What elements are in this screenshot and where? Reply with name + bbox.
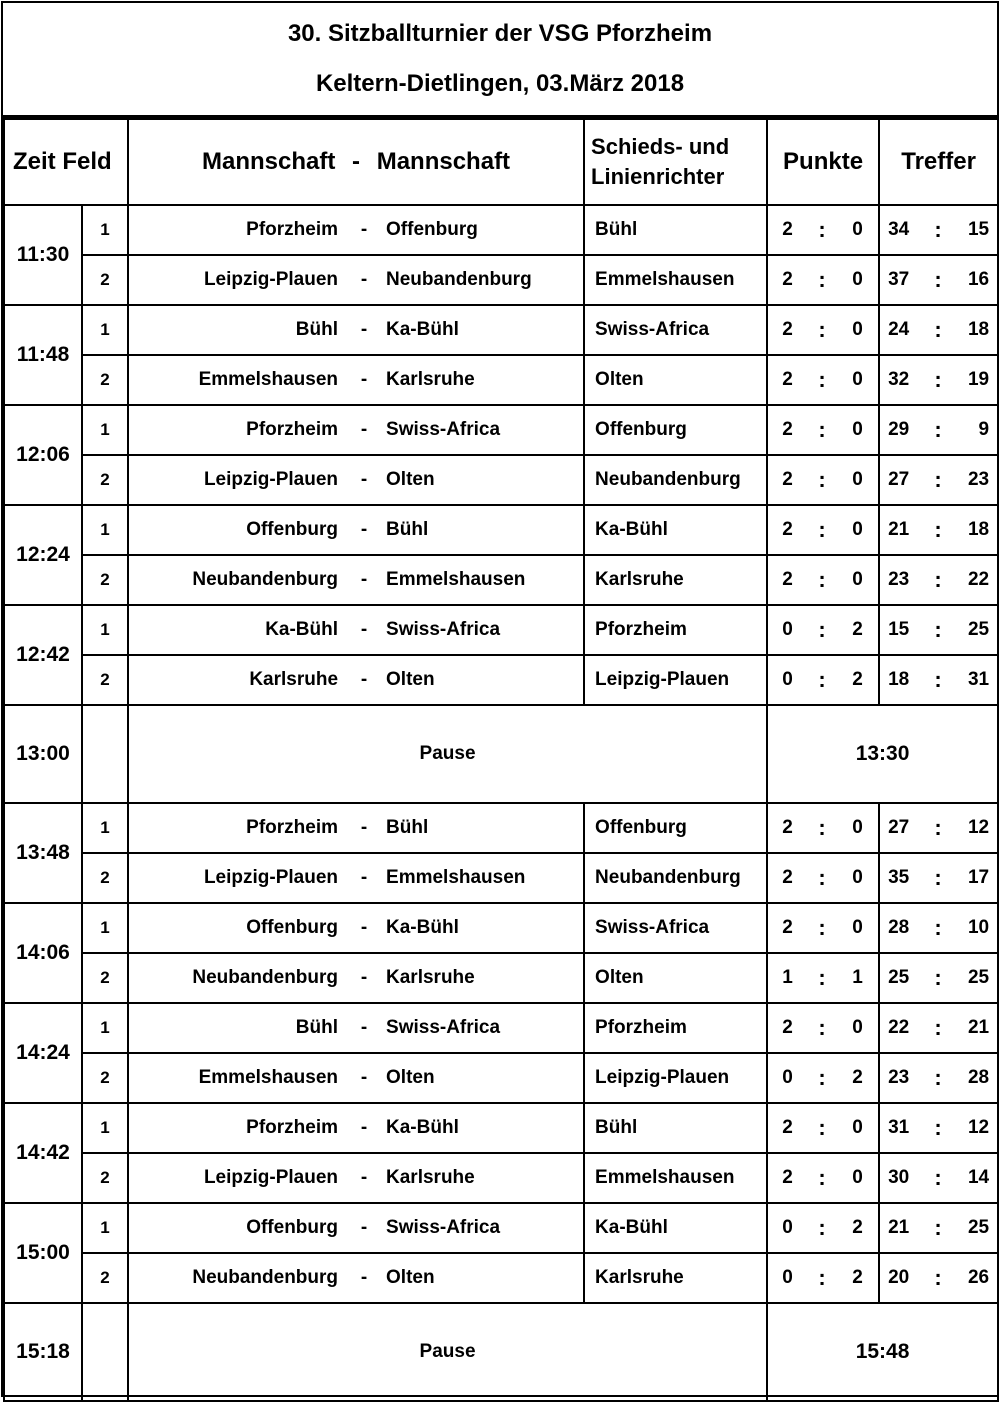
hits-colon: : — [927, 853, 949, 903]
points-colon: : — [807, 1203, 837, 1253]
time-slot: 15:00 — [4, 1203, 82, 1303]
points-colon: : — [807, 1003, 837, 1053]
header-punkte: Punkte — [767, 119, 879, 205]
team-home: Leipzig-Plauen — [128, 1153, 348, 1203]
hits-colon: : — [927, 803, 949, 853]
points-home: 2 — [767, 405, 807, 455]
feld-number: 1 — [82, 305, 128, 355]
hits-home: 29 — [879, 405, 927, 455]
document-title: 30. Sitzballturnier der VSG Pforzheim — [287, 20, 713, 47]
team-separator: - — [348, 605, 380, 655]
team-home: Neubandenburg — [128, 1253, 348, 1303]
team-separator: - — [348, 205, 380, 255]
points-away: 0 — [837, 903, 879, 953]
hits-colon: : — [927, 605, 949, 655]
points-away: 0 — [837, 305, 879, 355]
pause-row — [4, 705, 998, 803]
team-separator: - — [348, 1003, 380, 1053]
match-row — [4, 903, 998, 953]
hits-colon: : — [927, 255, 949, 305]
team-separator: - — [348, 505, 380, 555]
pause-end-time: 15:48 — [767, 1303, 998, 1401]
points-home: 0 — [767, 1203, 807, 1253]
points-colon: : — [807, 903, 837, 953]
hits-home: 15 — [879, 605, 927, 655]
points-colon: : — [807, 505, 837, 555]
points-colon: : — [807, 655, 837, 705]
feld-number: 1 — [82, 505, 128, 555]
points-away: 2 — [837, 1203, 879, 1253]
hits-home: 20 — [879, 1253, 927, 1303]
match-row — [4, 1003, 998, 1053]
header-schiedsrichter — [584, 119, 767, 205]
match-row — [4, 953, 998, 1003]
team-home: Leipzig-Plauen — [128, 255, 348, 305]
hits-away: 25 — [949, 953, 998, 1003]
team-separator: - — [348, 355, 380, 405]
points-home: 0 — [767, 655, 807, 705]
hits-colon: : — [927, 1003, 949, 1053]
team-home: Offenburg — [128, 1203, 348, 1253]
team-home: Offenburg — [128, 505, 348, 555]
hits-away: 31 — [949, 655, 998, 705]
hits-away: 23 — [949, 455, 998, 505]
match-row — [4, 255, 998, 305]
team-away: Emmelshausen — [380, 853, 584, 903]
match-row — [4, 853, 998, 903]
referee: Neubandenburg — [584, 853, 767, 903]
hits-away: 9 — [949, 405, 998, 455]
hits-colon: : — [927, 505, 949, 555]
time-slot: 11:48 — [4, 305, 82, 405]
match-row — [4, 1203, 998, 1253]
team-home: Karlsruhe — [128, 655, 348, 705]
points-colon: : — [807, 605, 837, 655]
team-separator: - — [348, 255, 380, 305]
title-block — [3, 3, 997, 118]
hits-away: 14 — [949, 1153, 998, 1203]
feld-number: 2 — [82, 355, 128, 405]
points-away: 0 — [837, 205, 879, 255]
header-mannschaft — [128, 119, 584, 205]
match-row — [4, 355, 998, 405]
points-away: 0 — [837, 555, 879, 605]
match-row — [4, 505, 998, 555]
referee: Offenburg — [584, 405, 767, 455]
pause-end-time: 13:30 — [767, 705, 998, 803]
hits-home: 23 — [879, 1053, 927, 1103]
match-row — [4, 205, 998, 255]
header-schiedsrichter-line2: Linienrichter — [591, 164, 725, 189]
header-mannschaft-2: Mannschaft — [376, 148, 511, 175]
hits-colon: : — [927, 953, 949, 1003]
team-home: Leipzig-Plauen — [128, 853, 348, 903]
hits-colon: : — [927, 1053, 949, 1103]
hits-colon: : — [927, 355, 949, 405]
team-home: Neubandenburg — [128, 555, 348, 605]
points-away: 0 — [837, 1153, 879, 1203]
team-away: Ka-Bühl — [380, 305, 584, 355]
hits-home: 21 — [879, 1203, 927, 1253]
team-separator: - — [348, 853, 380, 903]
time-slot: 12:24 — [4, 505, 82, 605]
hits-home: 30 — [879, 1153, 927, 1203]
feld-empty — [82, 705, 128, 803]
team-home: Pforzheim — [128, 803, 348, 853]
feld-number: 2 — [82, 953, 128, 1003]
team-separator: - — [348, 1053, 380, 1103]
referee: Bühl — [584, 1103, 767, 1153]
points-away: 0 — [837, 355, 879, 405]
pause-label: Pause — [128, 1303, 767, 1401]
hits-away: 16 — [949, 255, 998, 305]
hits-home: 28 — [879, 903, 927, 953]
points-colon: : — [807, 405, 837, 455]
points-home: 0 — [767, 605, 807, 655]
points-colon: : — [807, 205, 837, 255]
feld-number: 2 — [82, 1053, 128, 1103]
points-home: 2 — [767, 505, 807, 555]
pause-start-time: 15:18 — [4, 1303, 82, 1401]
hits-away: 21 — [949, 1003, 998, 1053]
feld-number: 2 — [82, 255, 128, 305]
feld-number: 1 — [82, 903, 128, 953]
hits-home: 25 — [879, 953, 927, 1003]
hits-away: 19 — [949, 355, 998, 405]
hits-home: 22 — [879, 1003, 927, 1053]
points-away: 0 — [837, 255, 879, 305]
feld-number: 2 — [82, 1253, 128, 1303]
hits-home: 34 — [879, 205, 927, 255]
document-subtitle: Keltern-Dietlingen, 03.März 2018 — [315, 70, 685, 97]
schedule-body — [4, 205, 998, 1401]
referee: Neubandenburg — [584, 455, 767, 505]
team-separator: - — [348, 953, 380, 1003]
feld-number: 1 — [82, 1003, 128, 1053]
referee: Pforzheim — [584, 1003, 767, 1053]
team-away: Olten — [380, 655, 584, 705]
referee: Leipzig-Plauen — [584, 655, 767, 705]
team-away: Ka-Bühl — [380, 1103, 584, 1153]
points-colon: : — [807, 355, 837, 405]
hits-colon: : — [927, 455, 949, 505]
time-slot: 13:48 — [4, 803, 82, 903]
hits-away: 15 — [949, 205, 998, 255]
points-colon: : — [807, 1053, 837, 1103]
points-home: 2 — [767, 853, 807, 903]
points-home: 2 — [767, 1153, 807, 1203]
points-home: 0 — [767, 1253, 807, 1303]
time-slot: 12:42 — [4, 605, 82, 705]
team-home: Pforzheim — [128, 205, 348, 255]
referee: Emmelshausen — [584, 1153, 767, 1203]
feld-number: 2 — [82, 853, 128, 903]
team-home: Ka-Bühl — [128, 605, 348, 655]
team-home: Neubandenburg — [128, 953, 348, 1003]
points-away: 1 — [837, 953, 879, 1003]
hits-colon: : — [927, 1203, 949, 1253]
team-separator: - — [348, 455, 380, 505]
pause-label: Pause — [128, 705, 767, 803]
time-slot: 11:30 — [4, 205, 82, 305]
hits-colon: : — [927, 1253, 949, 1303]
match-row — [4, 555, 998, 605]
referee: Swiss-Africa — [584, 305, 767, 355]
match-row — [4, 803, 998, 853]
team-home: Bühl — [128, 305, 348, 355]
points-home: 2 — [767, 455, 807, 505]
feld-number: 1 — [82, 803, 128, 853]
schedule-sheet — [1, 1, 999, 1397]
referee: Karlsruhe — [584, 555, 767, 605]
team-separator: - — [348, 903, 380, 953]
match-row — [4, 405, 998, 455]
hits-colon: : — [927, 1153, 949, 1203]
team-separator: - — [348, 1203, 380, 1253]
points-away: 0 — [837, 455, 879, 505]
team-away: Swiss-Africa — [380, 1203, 584, 1253]
points-away: 0 — [837, 505, 879, 555]
team-away: Ka-Bühl — [380, 903, 584, 953]
time-slot: 14:06 — [4, 903, 82, 1003]
hits-away: 22 — [949, 555, 998, 605]
referee: Pforzheim — [584, 605, 767, 655]
hits-colon: : — [927, 555, 949, 605]
hits-away: 18 — [949, 305, 998, 355]
hits-home: 27 — [879, 455, 927, 505]
header-row — [4, 119, 998, 205]
feld-empty — [82, 1303, 128, 1401]
team-away: Swiss-Africa — [380, 405, 584, 455]
match-row — [4, 655, 998, 705]
points-home: 2 — [767, 555, 807, 605]
referee: Bühl — [584, 205, 767, 255]
feld-number: 1 — [82, 405, 128, 455]
team-away: Olten — [380, 1053, 584, 1103]
points-away: 0 — [837, 1103, 879, 1153]
points-colon: : — [807, 853, 837, 903]
header-schiedsrichter-line1: Schieds- und — [591, 134, 730, 159]
referee: Karlsruhe — [584, 1253, 767, 1303]
match-row — [4, 1053, 998, 1103]
feld-number: 2 — [82, 555, 128, 605]
match-row — [4, 1103, 998, 1153]
team-away: Olten — [380, 1253, 584, 1303]
team-home: Leipzig-Plauen — [128, 455, 348, 505]
pause-row — [4, 1303, 998, 1401]
points-home: 2 — [767, 205, 807, 255]
points-away: 0 — [837, 405, 879, 455]
feld-number: 1 — [82, 1203, 128, 1253]
hits-colon: : — [927, 655, 949, 705]
hits-home: 24 — [879, 305, 927, 355]
points-colon: : — [807, 305, 837, 355]
team-home: Pforzheim — [128, 405, 348, 455]
team-home: Bühl — [128, 1003, 348, 1053]
points-home: 2 — [767, 355, 807, 405]
points-colon: : — [807, 803, 837, 853]
hits-home: 27 — [879, 803, 927, 853]
feld-number: 2 — [82, 655, 128, 705]
hits-away: 26 — [949, 1253, 998, 1303]
points-colon: : — [807, 455, 837, 505]
points-colon: : — [807, 1103, 837, 1153]
points-home: 2 — [767, 1103, 807, 1153]
match-row — [4, 605, 998, 655]
referee: Olten — [584, 953, 767, 1003]
team-away: Swiss-Africa — [380, 1003, 584, 1053]
hits-away: 25 — [949, 605, 998, 655]
team-separator: - — [348, 1103, 380, 1153]
referee: Swiss-Africa — [584, 903, 767, 953]
referee: Ka-Bühl — [584, 505, 767, 555]
team-separator: - — [348, 405, 380, 455]
hits-away: 28 — [949, 1053, 998, 1103]
team-separator: - — [348, 305, 380, 355]
team-separator: - — [348, 555, 380, 605]
team-away: Emmelshausen — [380, 555, 584, 605]
hits-home: 23 — [879, 555, 927, 605]
referee: Ka-Bühl — [584, 1203, 767, 1253]
points-home: 2 — [767, 305, 807, 355]
hits-colon: : — [927, 1103, 949, 1153]
team-away: Karlsruhe — [380, 355, 584, 405]
team-home: Emmelshausen — [128, 1053, 348, 1103]
team-away: Karlsruhe — [380, 1153, 584, 1203]
referee: Leipzig-Plauen — [584, 1053, 767, 1103]
time-slot: 12:06 — [4, 405, 82, 505]
header-zeit-feld: Zeit Feld — [4, 119, 128, 205]
points-home: 2 — [767, 1003, 807, 1053]
team-separator: - — [348, 803, 380, 853]
header-treffer: Treffer — [879, 119, 998, 205]
time-slot: 14:42 — [4, 1103, 82, 1203]
points-colon: : — [807, 1153, 837, 1203]
team-separator: - — [348, 1253, 380, 1303]
hits-away: 25 — [949, 1203, 998, 1253]
feld-number: 1 — [82, 205, 128, 255]
points-home: 0 — [767, 1053, 807, 1103]
feld-number: 2 — [82, 455, 128, 505]
hits-colon: : — [927, 405, 949, 455]
team-home: Emmelshausen — [128, 355, 348, 405]
match-row — [4, 1253, 998, 1303]
hits-home: 37 — [879, 255, 927, 305]
points-away: 0 — [837, 803, 879, 853]
hits-colon: : — [927, 205, 949, 255]
feld-number: 2 — [82, 1153, 128, 1203]
points-colon: : — [807, 555, 837, 605]
hits-away: 12 — [949, 803, 998, 853]
hits-away: 12 — [949, 1103, 998, 1153]
header-mannschaft-1: Mannschaft — [202, 148, 336, 175]
points-away: 2 — [837, 1253, 879, 1303]
feld-number: 1 — [82, 605, 128, 655]
points-home: 2 — [767, 903, 807, 953]
time-slot: 14:24 — [4, 1003, 82, 1103]
team-away: Bühl — [380, 803, 584, 853]
team-away: Offenburg — [380, 205, 584, 255]
points-home: 2 — [767, 803, 807, 853]
header-dash: - — [352, 148, 361, 175]
hits-home: 32 — [879, 355, 927, 405]
team-away: Swiss-Africa — [380, 605, 584, 655]
team-separator: - — [348, 655, 380, 705]
schedule-table — [3, 118, 999, 1402]
points-away: 0 — [837, 853, 879, 903]
pause-start-time: 13:00 — [4, 705, 82, 803]
hits-away: 17 — [949, 853, 998, 903]
match-row — [4, 305, 998, 355]
team-home: Offenburg — [128, 903, 348, 953]
points-colon: : — [807, 1253, 837, 1303]
referee: Offenburg — [584, 803, 767, 853]
hits-home: 31 — [879, 1103, 927, 1153]
hits-home: 18 — [879, 655, 927, 705]
team-away: Karlsruhe — [380, 953, 584, 1003]
hits-colon: : — [927, 305, 949, 355]
points-away: 0 — [837, 1003, 879, 1053]
team-home: Pforzheim — [128, 1103, 348, 1153]
points-home: 1 — [767, 953, 807, 1003]
feld-number: 1 — [82, 1103, 128, 1153]
team-separator: - — [348, 1153, 380, 1203]
team-away: Neubandenburg — [380, 255, 584, 305]
team-away: Bühl — [380, 505, 584, 555]
match-row — [4, 1153, 998, 1203]
points-colon: : — [807, 953, 837, 1003]
points-home: 2 — [767, 255, 807, 305]
hits-away: 10 — [949, 903, 998, 953]
referee: Olten — [584, 355, 767, 405]
hits-away: 18 — [949, 505, 998, 555]
hits-home: 35 — [879, 853, 927, 903]
hits-colon: : — [927, 903, 949, 953]
points-away: 2 — [837, 605, 879, 655]
referee: Emmelshausen — [584, 255, 767, 305]
team-away: Olten — [380, 455, 584, 505]
hits-home: 21 — [879, 505, 927, 555]
points-away: 2 — [837, 655, 879, 705]
match-row — [4, 455, 998, 505]
points-away: 2 — [837, 1053, 879, 1103]
points-colon: : — [807, 255, 837, 305]
